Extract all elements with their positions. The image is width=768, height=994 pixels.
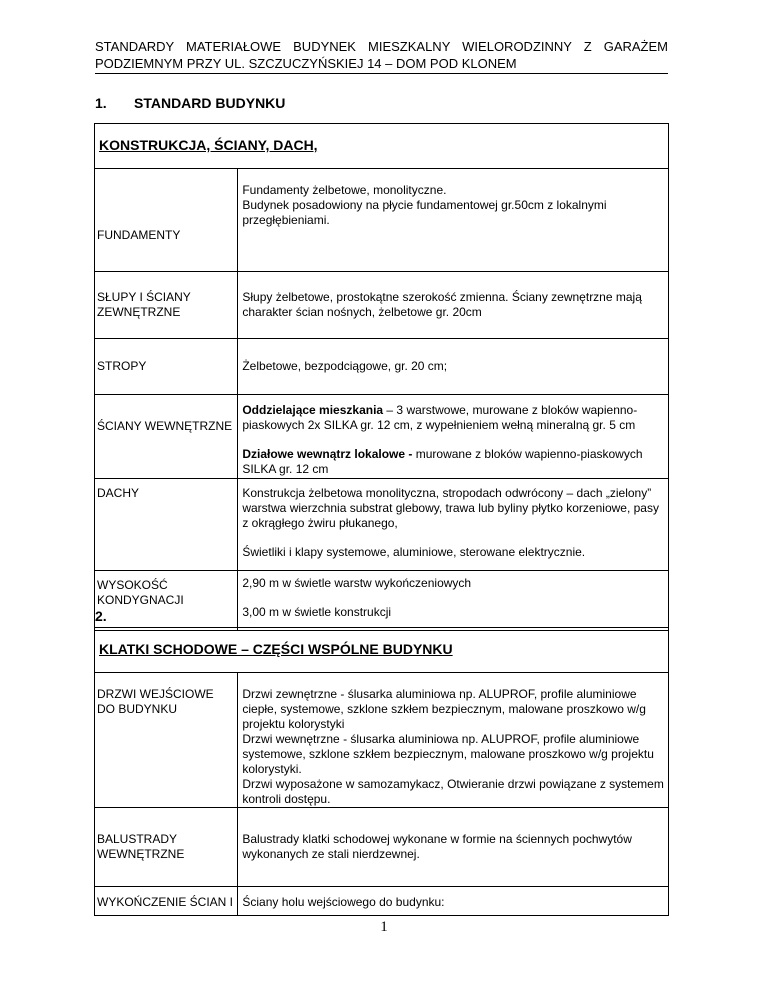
table-row [95, 272, 669, 339]
row-text: Drzwi wyposażone w samozamykacz, Otwieranie drzwi powiązane z systemem kontroli dostępu. [242, 777, 664, 806]
row-label: DACHY [97, 486, 140, 500]
section-1-number: 1. [95, 95, 107, 111]
row-label: BALUSTRADY WEWNĘTRZNE [97, 832, 185, 861]
staircase-table-title: KLATKI SCHODOWE – CZĘŚCI WSPÓLNE BUDYNKU [95, 628, 669, 673]
row-text: Drzwi zewnętrzne - ślusarka aluminiowa np. ALUPROF, profile aluminiowe ciepłe, systemowe, szklone szkłem bezpiecznym, malowane proszkowo w/g projektu kolorystyki [242, 687, 646, 731]
table-row [95, 479, 669, 571]
document-header [95, 38, 668, 72]
table-row [95, 339, 669, 395]
construction-table-title: KONSTRUKCJA, ŚCIANY, DACH, [95, 124, 669, 169]
row-text: Oddzielające mieszkania – 3 warstwowe, murowane z bloków wapienno-piaskowych 2x SILKA gr. 12 cm, z wypełnieniem wełną mineralną gr. 5 cm [242, 403, 638, 432]
header-line-2: PODZIEMNYM PRZY UL. SZCZUCZYŃSKIEJ 14 – DOM POD KLONEM [95, 56, 517, 71]
header-rule [95, 73, 668, 74]
header-line-1: STANDARDY MATERIAŁOWE BUDYNEK MIESZKALNY WIELORODZINNY Z GARAŻEM [95, 39, 668, 54]
row-text: Działowe wewnątrz lokalowe - murowane z bloków wapienno-piaskowych SILKA gr. 12 cm [242, 447, 643, 476]
row-text: Fundamenty żelbetowe, monolityczne. [242, 183, 447, 197]
table-row [95, 395, 669, 479]
row-label: ŚCIANY WEWNĘTRZNE [97, 419, 233, 433]
staircase-table [94, 627, 669, 916]
row-text: Drzwi wewnętrzne - ślusarka aluminiowa np. ALUPROF, profile aluminiowe systemowe, szklone szkłem bezpiecznym, malowane proszkowo w/g projektu kolorystyki. [242, 732, 654, 776]
row-label: FUNDAMENTY [97, 227, 181, 242]
row-label: SŁUPY I ŚCIANY ZEWNĘTRZNE [97, 290, 191, 319]
construction-table [94, 123, 669, 631]
table-row [95, 169, 669, 272]
row-text: 3,00 m w świetle konstrukcji [242, 605, 392, 619]
row-text: Żelbetowe, bezpodciągowe, gr. 20 cm; [242, 359, 448, 373]
row-label: DRZWI WEJŚCIOWE DO BUDYNKU [97, 687, 214, 716]
row-label: WYSOKOŚĆ KONDYGNACJI [97, 578, 184, 607]
page-number: 1 [380, 919, 388, 935]
table-row [95, 887, 669, 916]
table-row [95, 571, 669, 631]
section-2-number: 2. [95, 608, 107, 624]
row-text: Ściany holu wejściowego do budynku: [242, 895, 445, 909]
table-row [95, 673, 669, 808]
row-label: WYKOŃCZENIE ŚCIAN I [97, 895, 234, 909]
row-text: Świetliki i klapy systemowe, aluminiowe, sterowane elektrycznie. [242, 545, 586, 559]
row-text: Konstrukcja żelbetowa monolityczna, stropodach odwrócony – dach „zielony” warstwa wierzchnia substrat glebowy, trawa lub byliny płytko korzeniowe, pasy z okrągłego żwiru płukanego, [242, 486, 659, 530]
section-1-title: STANDARD BUDYNKU [134, 95, 286, 111]
row-text: Słupy żelbetowe, prostokątne szerokość zmienna. Ściany zewnętrzne mają charakter ścian nośnych, żelbetowe gr. 20cm [242, 290, 642, 319]
row-text: Budynek posadowiony na płycie fundamentowej gr.50cm z lokalnymi przegłębieniami. [242, 198, 607, 227]
row-text: 2,90 m w świetle warstw wykończeniowych [242, 576, 472, 590]
row-text: Balustrady klatki schodowej wykonane w formie na ściennych pochwytów wykonanych ze stali nierdzewnej. [242, 832, 632, 861]
row-label: STROPY [97, 359, 147, 373]
table-row [95, 808, 669, 887]
